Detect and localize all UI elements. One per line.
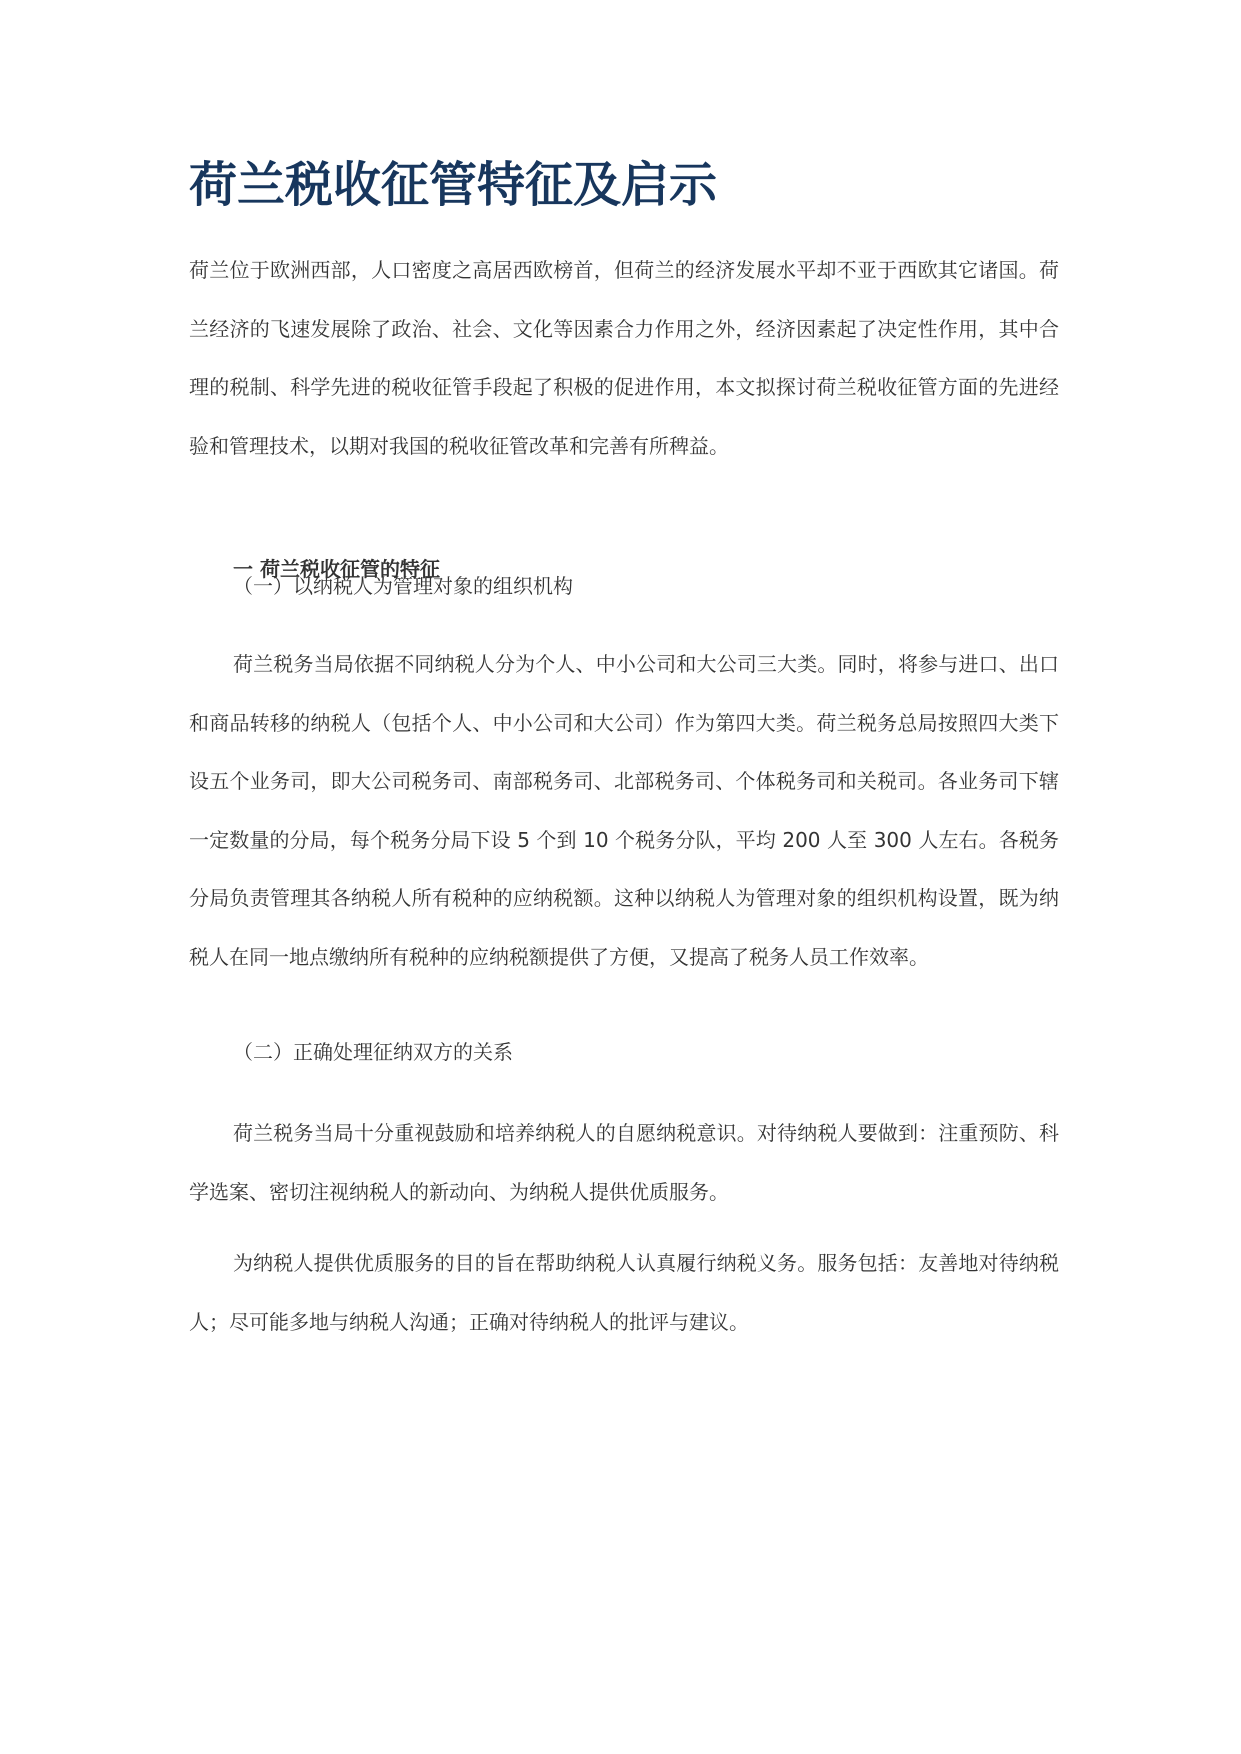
section-heading: 一 荷兰税收征管的特征 [233, 557, 440, 581]
document-title: 荷兰税收征管特征及启示 [189, 157, 718, 213]
subsection-heading-1: （一）以纳税人为管理对象的组织机构 [233, 574, 573, 598]
subsection-2-paragraph-1: 荷兰税务当局十分重视鼓励和培养纳税人的自愿纳税意识。对待纳税人要做到：注重预防、科学选案、密切注视纳税人的新动向、为纳税人提供优质服务。 [189, 1121, 1059, 1204]
subsection-2-paragraph-2: 为纳税人提供优质服务的目的旨在帮助纳税人认真履行纳税义务。服务包括：友善地对待纳税人；尽可能多地与纳税人沟通；正确对待纳税人的批评与建议。 [189, 1251, 1059, 1334]
intro-paragraph: 荷兰位于欧洲西部，人口密度之高居西欧榜首，但荷兰的经济发展水平却不亚于西欧其它诸国。荷兰经济的飞速发展除了政治、社会、文化等因素合力作用之外，经济因素起了决定性作用，其中合理的税制、科学先进的税收征管手段起了积极的促进作用，本文拟探讨荷兰税收征管方面的先进经验和管理技术，以期对我国的税收征管改革和完善有所稗益。 [189, 258, 1059, 458]
subsection-1-paragraph: 荷兰税务当局依据不同纳税人分为个人、中小公司和大公司三大类。同时，将参与进口、出口和商品转移的纳税人（包括个人、中小公司和大公司）作为第四大类。荷兰税务总局按照四大类下设五个业务司，即大公司税务司、南部税务司、北部税务司、个体税务司和关税司。各业务司下辖一定数量的分局，每个税务分局下设 5 个到 10 个税务分队，平均 200 人至 300 人左右。各税务分局负责管理其各纳税人所有税种的应纳税额。这种以纳税人为管理对象的组织机构设置，既为纳税人在同一地点缴纳所有税种的应纳税额提供了方便，又提高了税务人员工作效率。 [189, 652, 1059, 969]
subsection-heading-2: （二）正确处理征纳双方的关系 [233, 1040, 513, 1064]
